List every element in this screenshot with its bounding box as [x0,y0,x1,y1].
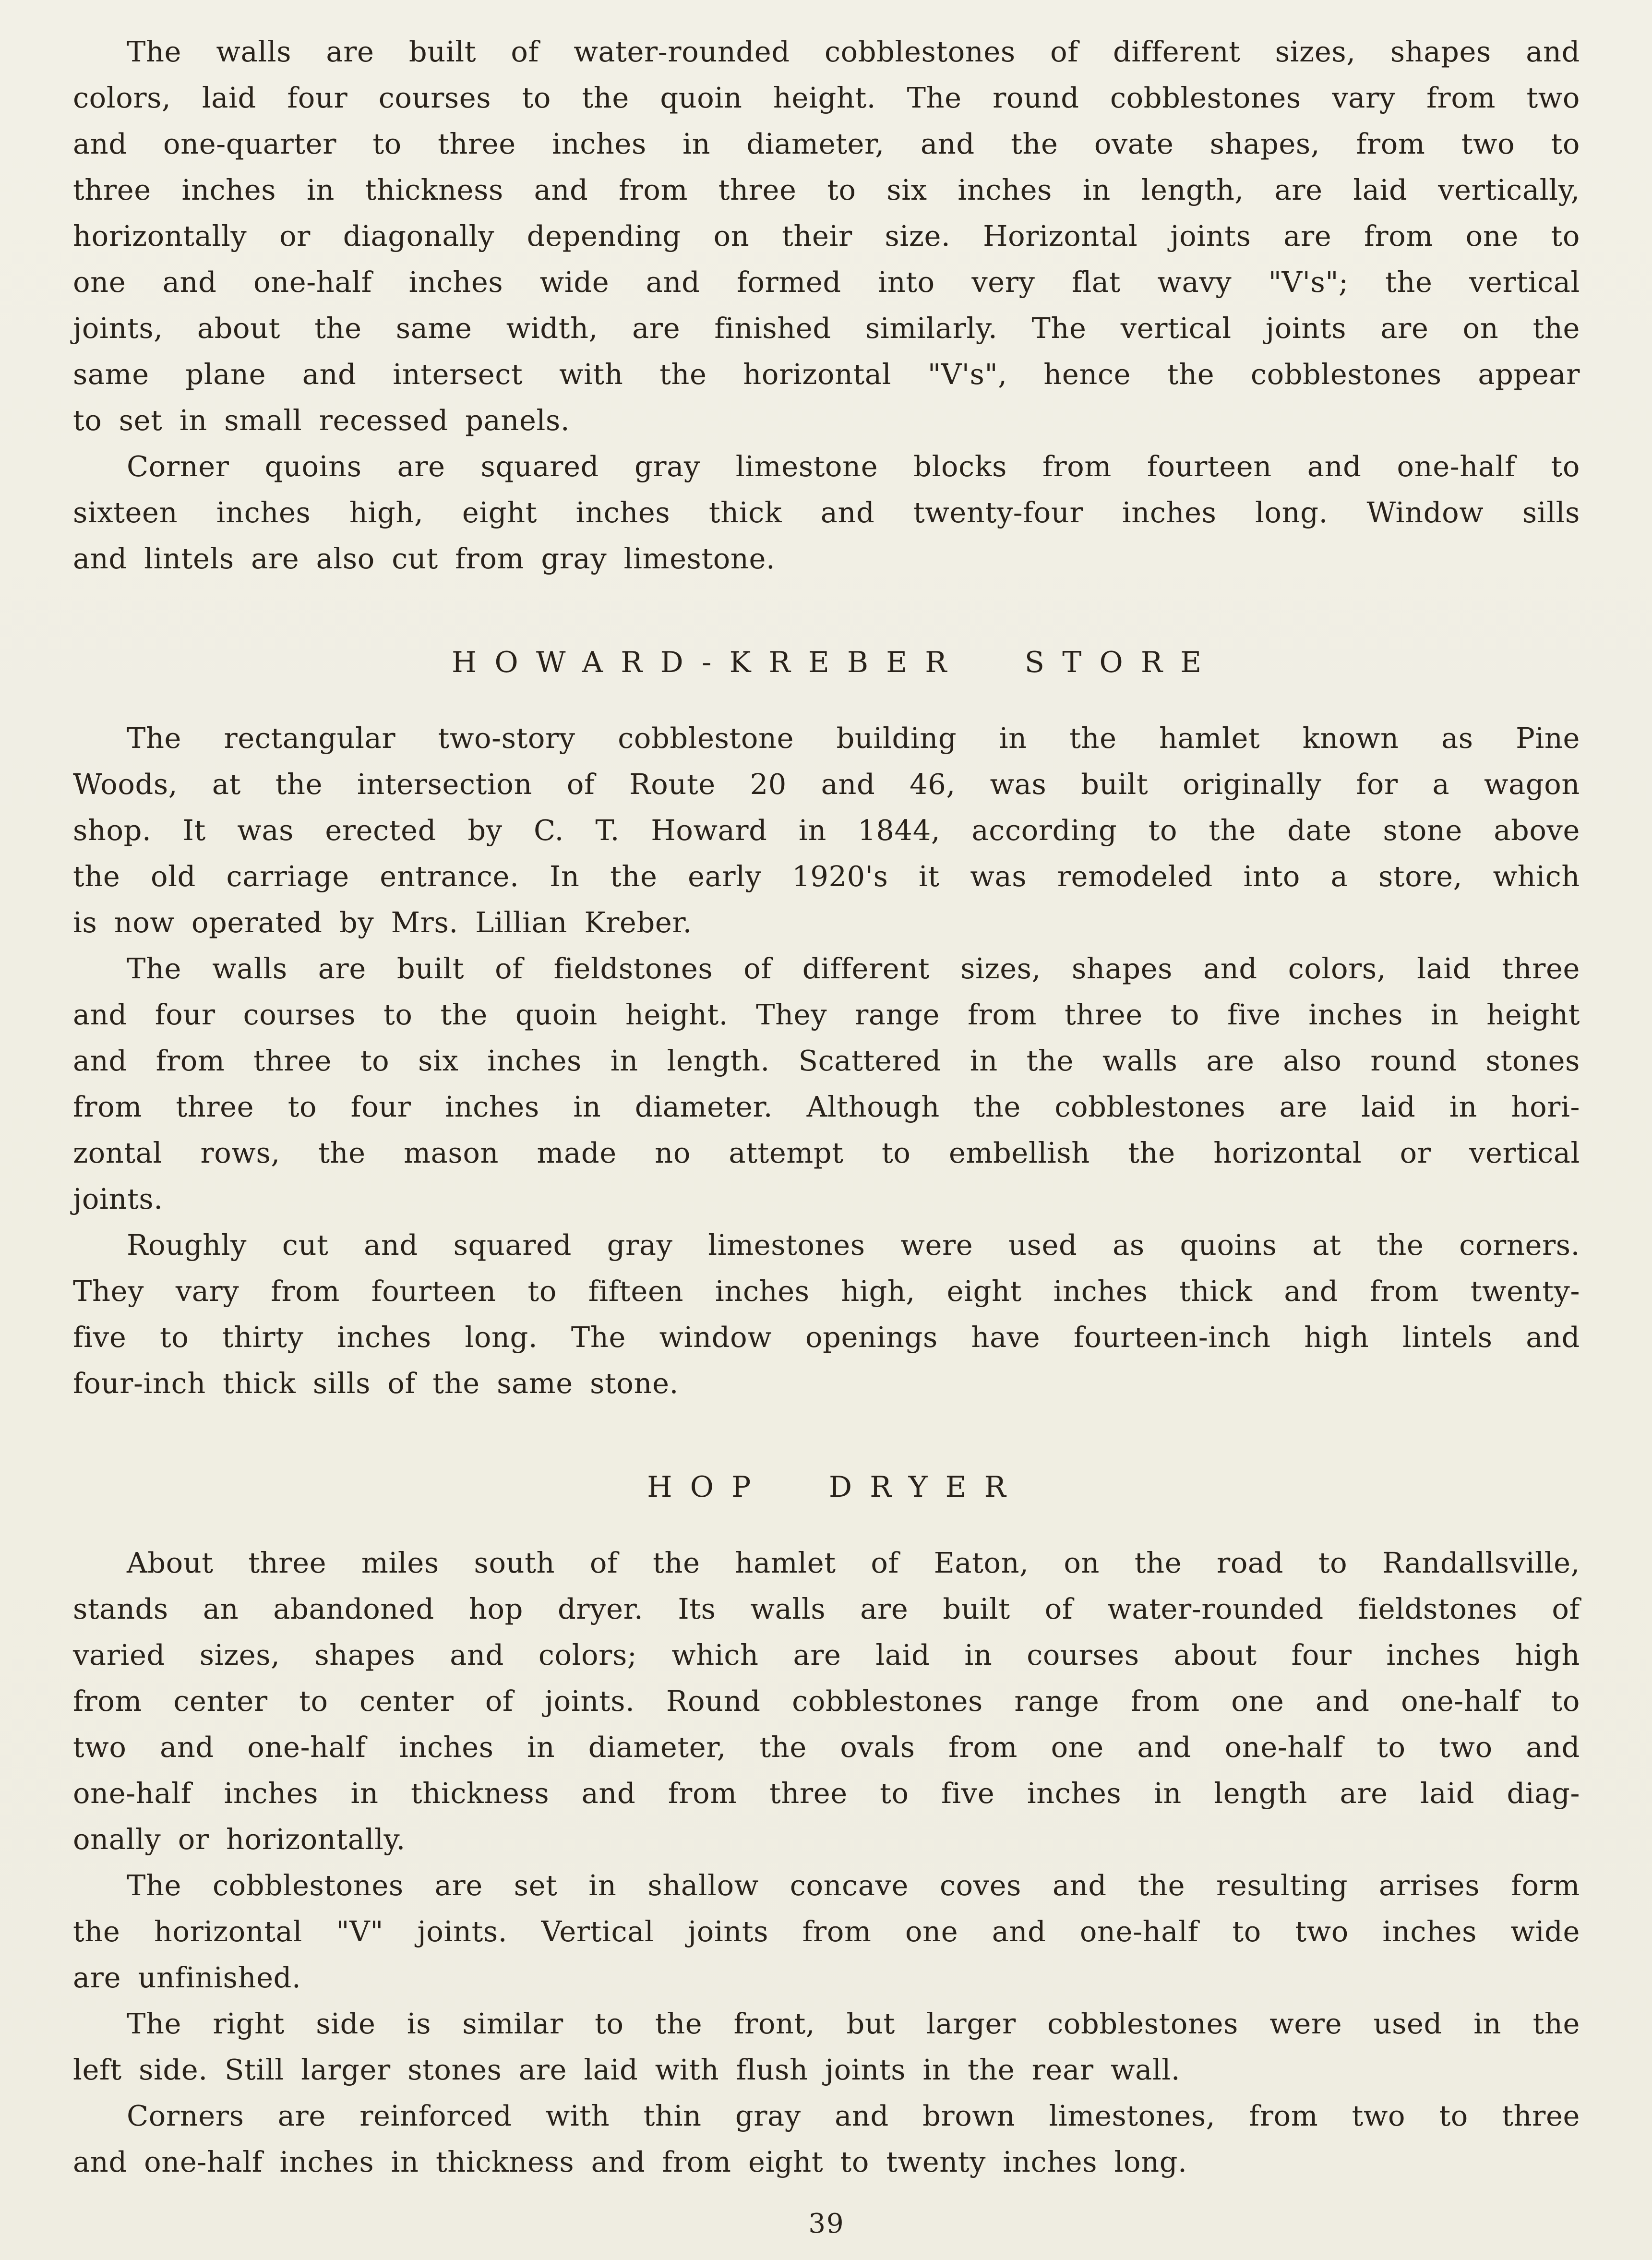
paragraph [73,715,1580,946]
text-line: zontal rows, the mason made no attempt to embellish the horizontal or vertical [73,1136,1580,1169]
text-line: two and one-half inches in diameter, the ovals from one and one-half to two and [73,1731,1580,1764]
text-line: joints, about the same width, are finished similarly. The vertical joints are on the [73,312,1580,345]
text-line: five to thirty inches long. The window openings have fourteen-inch high lintels and [73,1321,1580,1354]
text-line: The walls are built of fieldstones of different sizes, shapes and colors, laid three [127,952,1580,985]
paragraph [73,29,1580,444]
text-line: colors, laid four courses to the quoin height. The round cobblestones vary from two [73,81,1580,114]
text-line: The walls are built of water-rounded cobblestones of different sizes, shapes and [127,35,1580,68]
page-content [73,29,1580,2185]
text-line: Corner quoins are squared gray limestone blocks from fourteen and one-half to [127,450,1580,483]
page-number: 39 [808,2208,845,2239]
text-line: and from three to six inches in length. Scattered in the walls are also round stones [73,1044,1580,1077]
paragraph [73,2001,1580,2093]
text-line: same plane and intersect with the horizontal "V's", hence the cobblestones appear [73,358,1580,391]
text-line: and lintels are also cut from gray limestone. [73,542,776,575]
text-line: left side. Still larger stones are laid with flush joints in the rear wall. [73,2053,1181,2086]
paragraph [73,946,1580,1222]
text-line: Woods, at the intersection of Route 20 and 46, was built originally for a wagon [73,768,1580,801]
text-line: are unfinished. [73,1961,301,1994]
text-line: one and one-half inches wide and formed into very flat wavy "V's"; the vertical [73,265,1580,299]
text-line: is now operated by Mrs. Lillian Kreber. [73,906,693,939]
section-heading: HOP DRYER [647,1470,1024,1504]
text-line: Corners are reinforced with thin gray and brown limestones, from two to three [127,2099,1580,2132]
text-line: They vary from fourteen to fifteen inches high, eight inches thick and from twenty- [73,1274,1580,1308]
paragraph [73,444,1580,582]
text-line: joints. [73,1182,163,1215]
paragraph [73,1222,1580,1406]
text-line: onally or horizontally. [73,1823,406,1856]
text-line: varied sizes, shapes and colors; which are laid in courses about four inches high [73,1638,1580,1671]
text-line: and one-half inches in thickness and from eight to twenty inches long. [73,2145,1187,2178]
text-line: one-half inches in thickness and from three to five inches in length are laid diag- [73,1777,1580,1810]
section-heading: HOWARD-KREBER STORE [451,646,1220,679]
text-line: horizontally or diagonally depending on their size. Horizontal joints are from one to [73,219,1580,252]
text-line: and one-quarter to three inches in diameter, and the ovate shapes, from two to [73,127,1580,160]
text-line: Roughly cut and squared gray limestones were used as quoins at the corners. [127,1228,1580,1262]
paragraph [73,1540,1580,1863]
page-footer [73,2207,1580,2241]
text-line: sixteen inches high, eight inches thick and twenty-four inches long. Window sills [73,496,1580,529]
paragraph [73,1863,1580,2001]
text-line: four-inch thick sills of the same stone. [73,1367,679,1400]
text-line: The cobblestones are set in shallow concave coves and the resulting arrises form [127,1869,1580,1902]
text-line: three inches in thickness and from three to six inches in length, are laid vertically, [73,173,1580,206]
paragraph [73,2093,1580,2185]
text-line: shop. It was erected by C. T. Howard in 1844, according to the date stone above [73,814,1580,847]
text-line: to set in small recessed panels. [73,404,570,437]
text-line: from center to center of joints. Round cobblestones range from one and one-half to [73,1684,1580,1718]
text-line: the horizontal "V" joints. Vertical joints from one and one-half to two inches wide [73,1915,1580,1948]
text-line: The rectangular two-story cobblestone building in the hamlet known as Pine [127,721,1580,755]
text-line: The right side is similar to the front, but larger cobblestones were used in the [127,2007,1580,2040]
text-line: and four courses to the quoin height. They range from three to five inches in height [73,998,1580,1031]
text-line: About three miles south of the hamlet of Eaton, on the road to Randallsville, [127,1546,1580,1579]
text-line: stands an abandoned hop dryer. Its walls are built of water-rounded fieldstones of [73,1592,1580,1625]
text-line: the old carriage entrance. In the early 1920's it was remodeled into a store, which [73,860,1580,893]
text-line: from three to four inches in diameter. Although the cobblestones are laid in hori- [73,1090,1580,1123]
